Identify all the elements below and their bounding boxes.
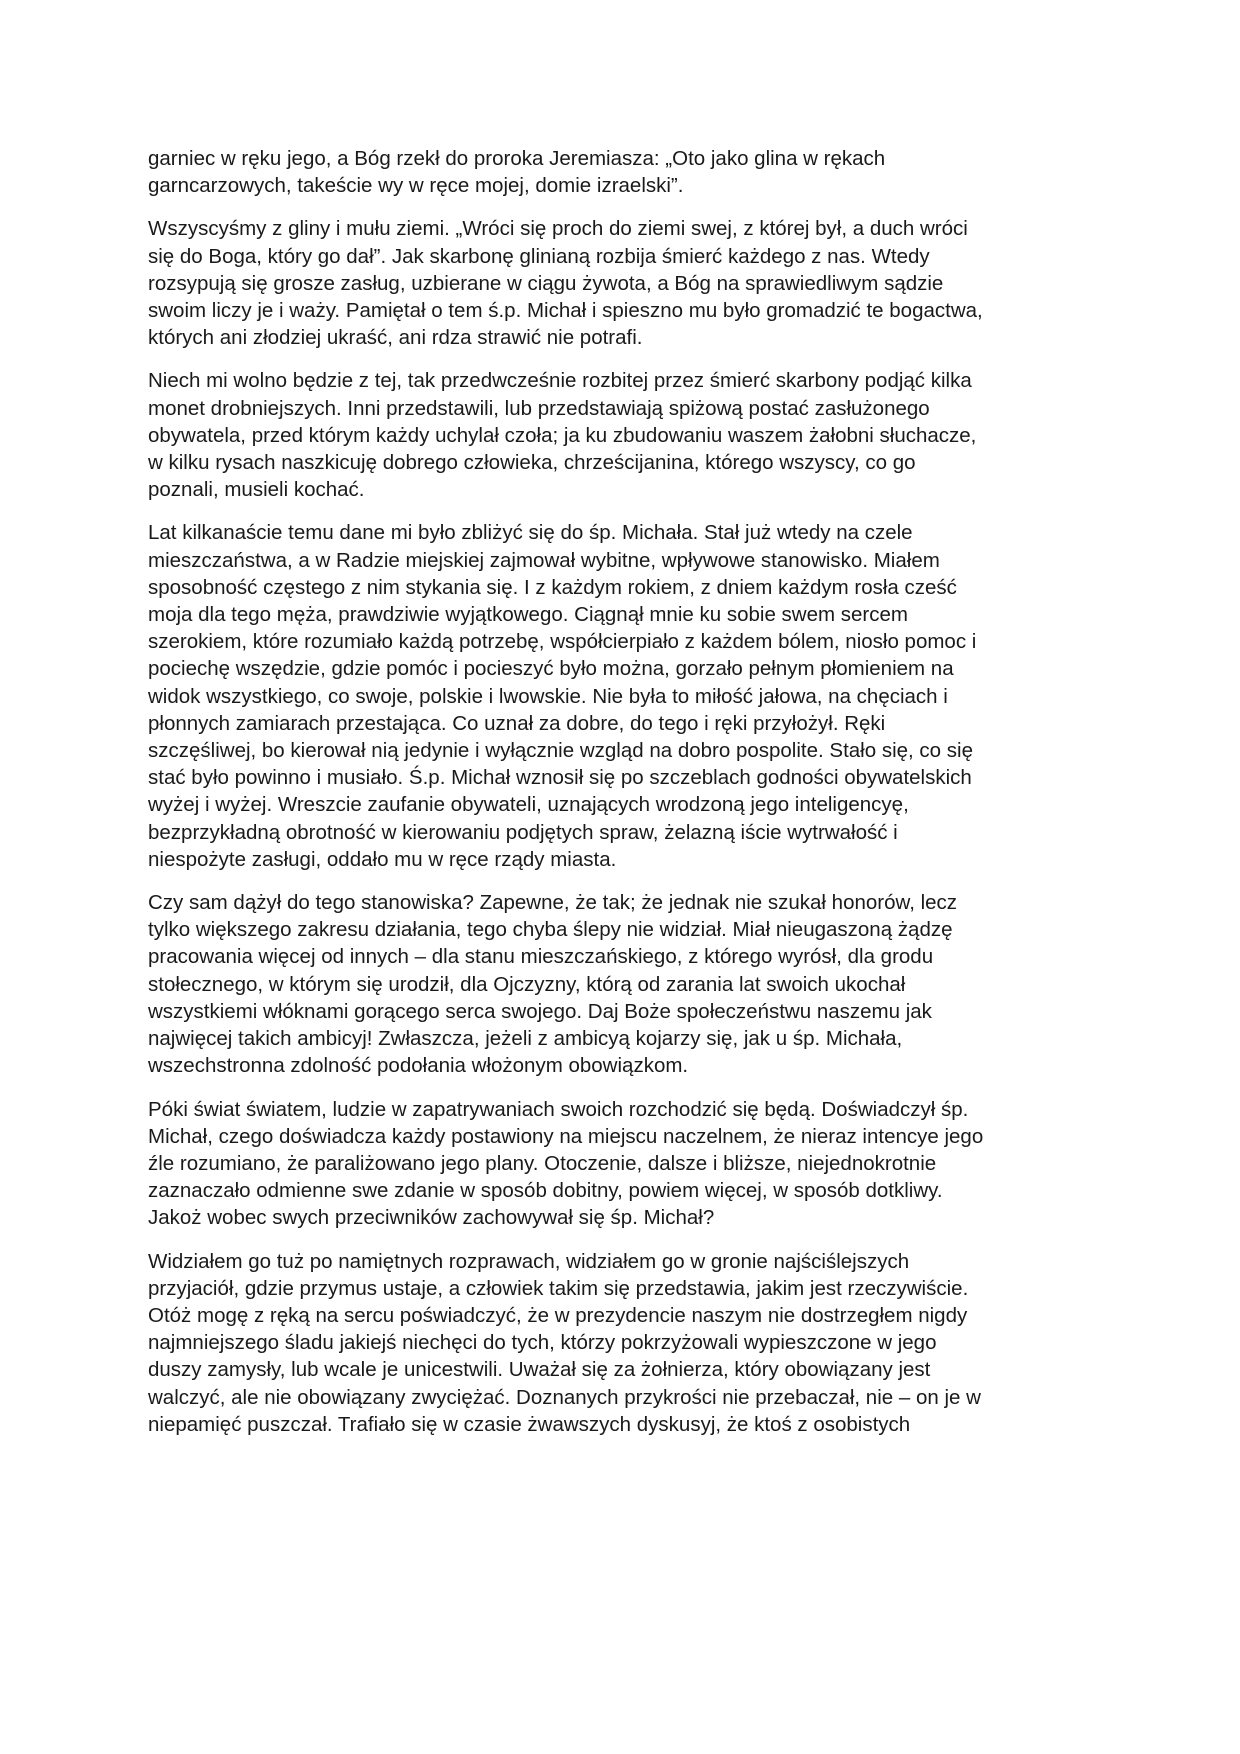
text-line: sposobność częstego z nim stykania się. I z każdym rokiem, z dniem każdym rosła cześć [148, 575, 957, 599]
text-line: szerokiem, które rozumiało każdą potrzebę, współcierpiało z każdem bólem, niosło pomoc i [148, 630, 977, 654]
text-line: najwięcej takich ambicyj! Zwłaszcza, jeżeli z ambicyą kojarzy się, jak u śp. Michała, [148, 1027, 903, 1051]
text-line: Wszyscyśmy z gliny i mułu ziemi. „Wróci się proch do ziemi swej, z której był, a duch wróci [148, 217, 968, 241]
text-line: szczęśliwej, bo kierował nią jedynie i wyłącznie wzgląd na dobro pospolite. Stało się, co się [148, 739, 973, 763]
text-line: stać było powinno i musiało. Ś.p. Michał wznosił się po szczeblach godności obywatelskich [148, 766, 972, 790]
text-line: których ani złodziej ukraść, ani rdza strawić nie potrafi. [148, 326, 643, 350]
text-line: tylko większego zakresu działania, tego chyba ślepy nie widział. Miał nieugaszoną żądzę [148, 918, 953, 942]
text-line: Póki świat światem, ludzie w zapatrywaniach swoich rozchodzić się będą. Doświadczył śp. [148, 1097, 969, 1121]
text-line: garncarzowych, takeście wy w ręce mojej, domie izraelski”. [148, 174, 684, 198]
text-line: obywatela, przed którym każdy uchylał czoła; ja ku zbudowaniu waszem żałobni słuchacze, [148, 423, 977, 447]
paragraph-7 [148, 1248, 1108, 1438]
paragraph-4 [148, 519, 1108, 873]
text-line: wszystkiemi włóknami gorącego serca swojego. Daj Boże społeczeństwu naszemu jak [148, 999, 932, 1023]
text-line: wyżej i wyżej. Wreszcie zaufanie obywateli, uznających wrodzoną jego inteligencyę, [148, 793, 909, 817]
text-line: monet drobniejszych. Inni przedstawili, lub przedstawiają spiżową postać zasłużonego [148, 396, 930, 420]
text-line: Michał, czego doświadcza każdy postawiony na miejscu naczelnem, że nieraz intencye jego [148, 1124, 984, 1148]
text-line: niepamięć puszczał. Trafiało się w czasie żwawszych dyskusyj, że ktoś z osobistych [148, 1412, 911, 1436]
text-line: swoim liczy je i waży. Pamiętał o tem ś.p. Michał i spieszno mu było gromadzić te bogactwa, [148, 299, 983, 323]
paragraph-5 [148, 889, 1108, 1079]
text-line: duszy zamysły, lub wcale je unicestwili. Uważał się za żołnierza, który obowiązany jest [148, 1358, 931, 1382]
text-line: niespożyte zasługi, oddało mu w ręce rządy miasta. [148, 847, 617, 871]
text-line: bezprzykładną obrotność w kierowaniu podjętych spraw, żelazną iście wytrwałość i [148, 820, 898, 844]
paragraph-1 [148, 145, 1108, 199]
text-line: płonnych zamiarach przestająca. Co uznał za dobre, do tego i ręki przyłożył. Ręki [148, 711, 886, 735]
document-page [148, 145, 1108, 1454]
text-line: zaznaczało odmienne swe zdanie w sposób dobitny, powiem więcej, w sposób dotkliwy. [148, 1179, 943, 1203]
text-line: moja dla tego męża, prawdziwie wyjątkowego. Ciągnął mnie ku sobie swem sercem [148, 603, 908, 627]
text-line: przyjaciół, gdzie przymus ustaje, a człowiek takim się przedstawia, jakim jest rzeczywiście. [148, 1276, 969, 1300]
text-line: wszechstronna zdolność podołania włożonym obowiązkom. [148, 1054, 689, 1078]
text-line: poznali, musieli kochać. [148, 478, 365, 502]
text-line: pracowania więcej od innych – dla stanu mieszczańskiego, z którego wyrósł, dla grodu [148, 945, 934, 969]
paragraph-6 [148, 1096, 1108, 1232]
text-line: Jakoż wobec swych przeciwników zachowywał się śp. Michał? [148, 1206, 715, 1230]
text-line: stołecznego, w którym się urodził, dla Ojczyzny, którą od zarania lat swoich ukochał [148, 972, 906, 996]
text-line: pociechę wszędzie, gdzie pomóc i pocieszyć było można, gorzało pełnym płomieniem na [148, 657, 954, 681]
text-line: garniec w ręku jego, a Bóg rzekł do proroka Jeremiasza: „Oto jako glina w rękach [148, 147, 886, 170]
text-line: najmniejszego śladu jakiejś niechęci do tych, którzy pokrzyżowali wypieszczone w jego [148, 1331, 937, 1355]
text-line: źle rozumiano, że paraliżowano jego plany. Otoczenie, dalsze i bliższe, niejednokrotnie [148, 1151, 937, 1175]
text-line: Niech mi wolno będzie z tej, tak przedwcześnie rozbitej przez śmierć skarbony podjąć kilka [148, 369, 972, 393]
text-line: Otóż mogę z ręką na sercu poświadczyć, że w prezydencie naszym nie dostrzegłem nigdy [148, 1303, 968, 1327]
text-line: Czy sam dążył do tego stanowiska? Zapewne, że tak; że jednak nie szukał honorów, lecz [148, 891, 958, 915]
text-line: się do Boga, który go dał”. Jak skarbonę glinianą rozbija śmierć każdego z nas. Wtedy [148, 244, 930, 268]
text-line: rozsypują się grosze zasług, uzbierane w ciągu żywota, a Bóg na sprawiedliwym sądzie [148, 271, 944, 295]
text-line: mieszczaństwa, a w Radzie miejskiej zajmował wybitne, wpływowe stanowisko. Miałem [148, 548, 940, 572]
text-line: widok wszystkiego, co swoje, polskie i lwowskie. Nie była to miłość jałowa, na chęciach i [148, 684, 948, 708]
text-line: w kilku rysach naszkicuję dobrego człowieka, chrześcijanina, którego wszyscy, co go [148, 451, 916, 475]
text-line: walczyć, ale nie obowiązany zwyciężać. Doznanych przykrości nie przebaczał, nie – on je w [148, 1385, 981, 1409]
text-line: Widziałem go tuż po namiętnych rozprawach, widziałem go w gronie najściślejszych [148, 1249, 910, 1273]
text-line: Lat kilkanaście temu dane mi było zbliżyć się do śp. Michała. Stał już wtedy na czele [148, 521, 913, 545]
paragraph-3 [148, 367, 1108, 503]
paragraph-2 [148, 215, 1108, 351]
